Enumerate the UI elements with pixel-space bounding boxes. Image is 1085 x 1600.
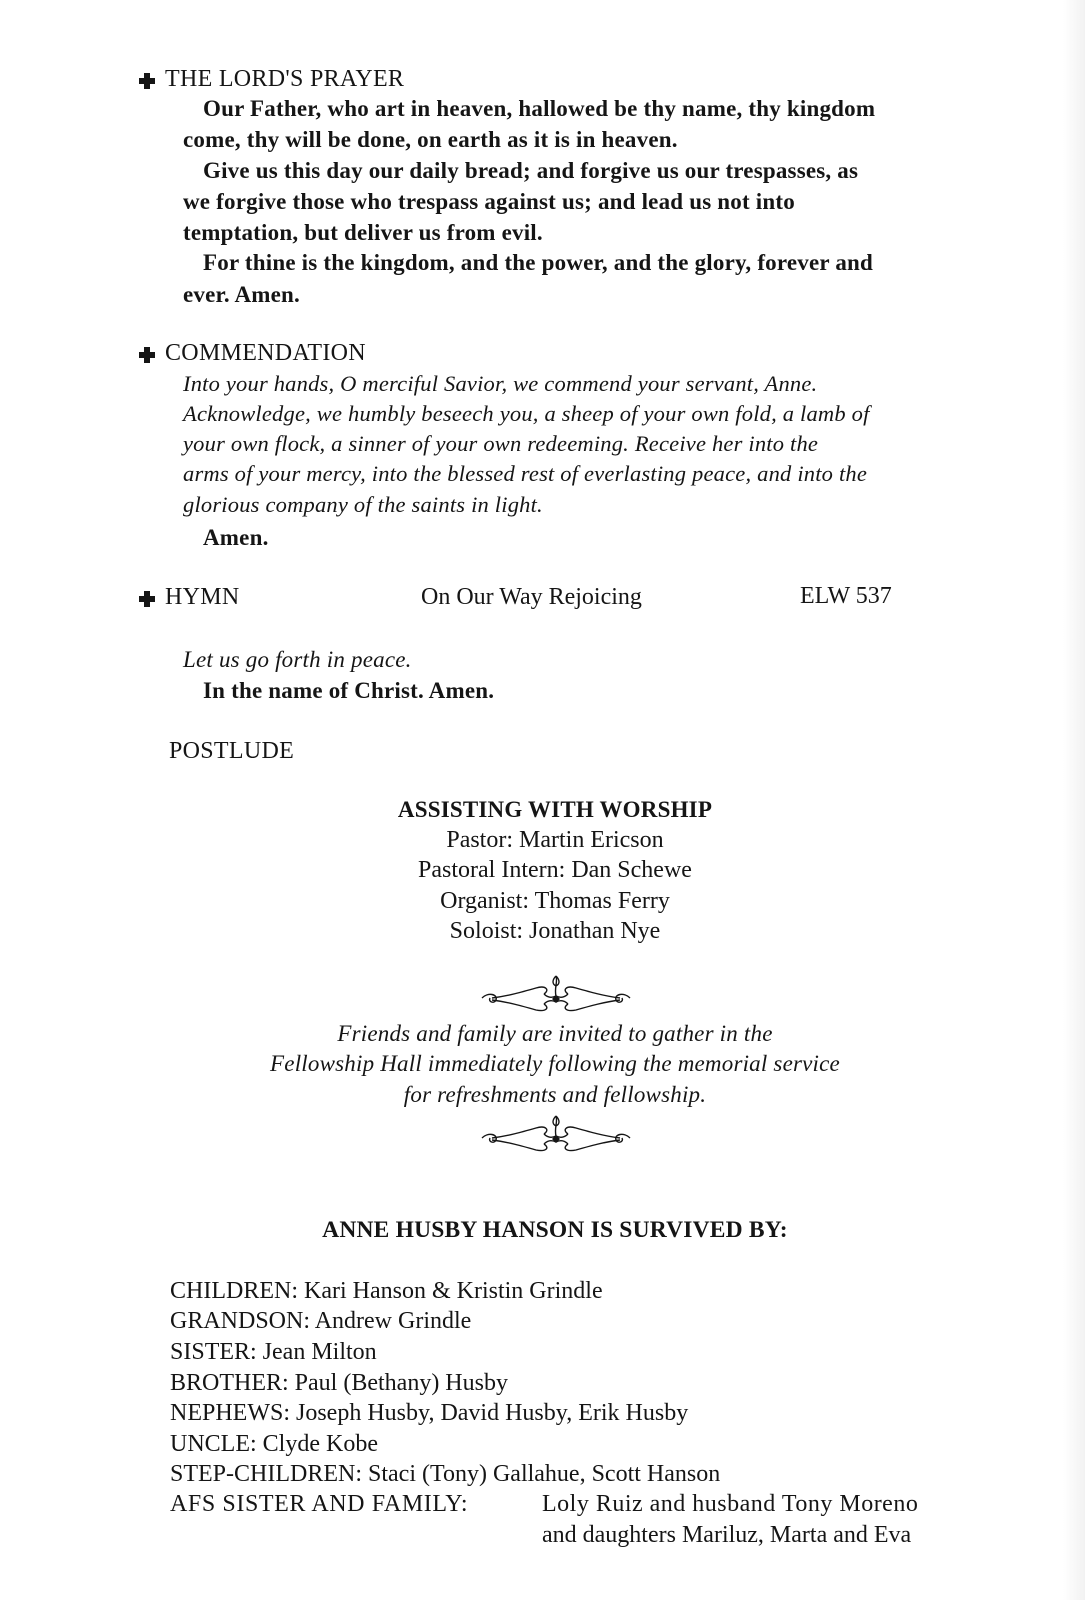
invitation-line: Fellowship Hall immediately following the memorial service [270, 1051, 840, 1076]
hymn-heading: HYMN [165, 584, 240, 610]
cross-icon [139, 347, 155, 363]
survivor-entry: SISTER: Jean Milton [170, 1339, 377, 1365]
assisting-line: Organist: Thomas Ferry [440, 888, 670, 914]
survivor-entry: GRANDSON: Andrew Grindle [170, 1308, 472, 1334]
prayer-line: ever. Amen. [183, 282, 300, 307]
invitation-line: Friends and family are invited to gather in the [337, 1021, 773, 1046]
dismissal-response: In the name of Christ. Amen. [203, 678, 495, 703]
assisting-line: Pastoral Intern: Dan Schewe [418, 857, 692, 883]
survivor-entry: NEPHEWS: Joseph Husby, David Husby, Erik Husby [170, 1400, 689, 1426]
afs-line: Loly Ruiz and husband Tony Moreno [542, 1491, 919, 1517]
prayer-line: temptation, but deliver us from evil. [183, 220, 543, 245]
survivor-entry: STEP-CHILDREN: Staci (Tony) Gallahue, Scott Hanson [170, 1461, 721, 1487]
survived-heading: ANNE HUSBY HANSON IS SURVIVED BY: [322, 1217, 788, 1243]
dismissal-call: Let us go forth in peace. [183, 647, 412, 672]
assisting-line: Pastor: Martin Ericson [446, 827, 664, 853]
commendation-line: your own flock, a sinner of your own redeeming. Receive her into the [183, 431, 819, 456]
commendation-line: glorious company of the saints in light. [183, 492, 543, 517]
assisting-line: Soloist: Jonathan Nye [449, 918, 661, 944]
commendation-line: Into your hands, O merciful Savior, we commend your servant, Anne. [183, 371, 818, 396]
hymn-title: On Our Way Rejoicing [421, 584, 642, 610]
commendation-response: Amen. [203, 525, 269, 550]
invitation-line: for refreshments and fellowship. [403, 1082, 707, 1107]
prayer-line: Our Father, who art in heaven, hallowed be thy name, thy kingdom [203, 96, 876, 121]
assisting-heading: ASSISTING WITH WORSHIP [397, 797, 713, 822]
page-edge-shadow [1063, 0, 1085, 1600]
commendation-heading: COMMENDATION [165, 340, 366, 366]
prayer-line: we forgive those who trespass against us; and lead us not into [183, 189, 795, 214]
prayer-line: Give us this day our daily bread; and forgive us our trespasses, as [203, 158, 859, 183]
prayer-line: For thine is the kingdom, and the power, and the glory, forever and [203, 250, 874, 275]
cross-icon [139, 73, 155, 89]
cross-icon [139, 591, 155, 607]
survivor-entry: BROTHER: Paul (Bethany) Husby [170, 1370, 508, 1396]
flourish-ornament-icon [478, 974, 634, 1014]
commendation-line: arms of your mercy, into the blessed rest of everlasting peace, and into the [183, 461, 868, 486]
commendation-line: Acknowledge, we humbly beseech you, a sheep of your own fold, a lamb of [183, 401, 870, 426]
postlude-heading: POSTLUDE [169, 738, 295, 764]
flourish-ornament-icon [478, 1114, 634, 1154]
afs-label: AFS SISTER AND FAMILY: [170, 1491, 469, 1517]
afs-line: and daughters Mariluz, Marta and Eva [542, 1522, 912, 1548]
survivor-entry: UNCLE: Clyde Kobe [170, 1431, 378, 1457]
lords-prayer-heading: THE LORD'S PRAYER [165, 66, 405, 92]
prayer-line: come, thy will be done, on earth as it is in heaven. [183, 127, 678, 152]
survivor-entry: CHILDREN: Kari Hanson & Kristin Grindle [170, 1278, 603, 1304]
hymn-number: ELW 537 [800, 583, 892, 609]
